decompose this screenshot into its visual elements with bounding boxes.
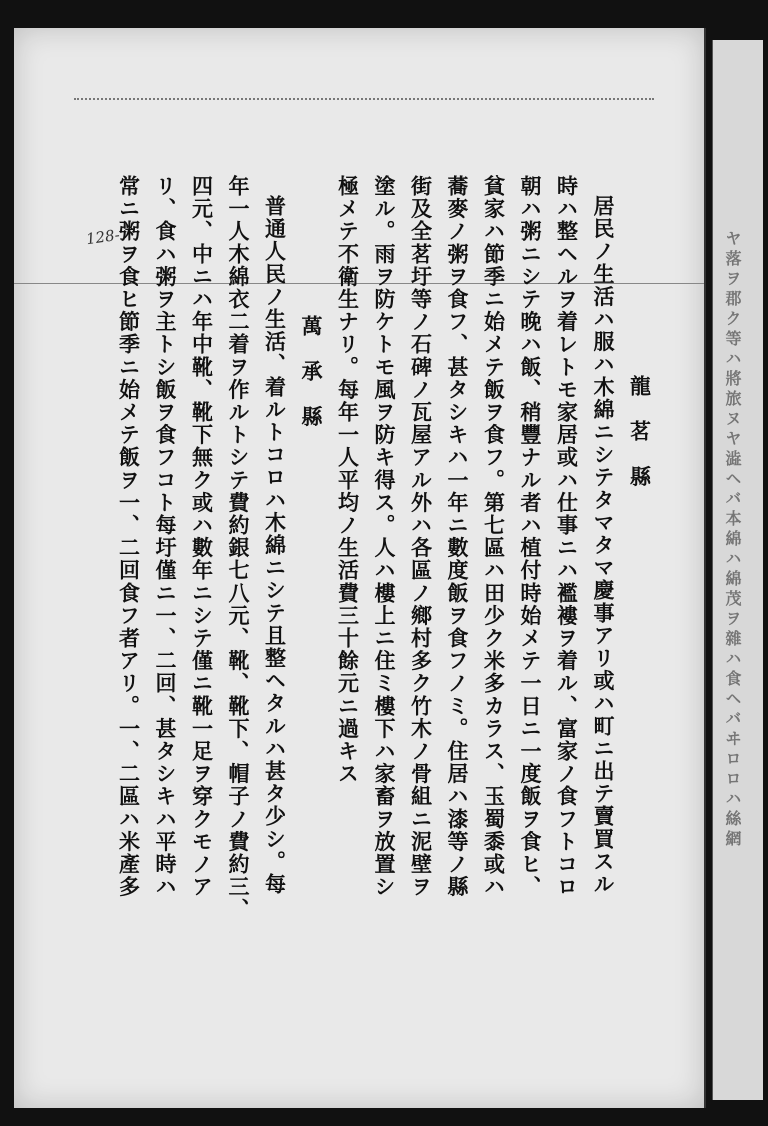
text-column-7: 街及全茗圩等ノ石碑ノ瓦屋アル外ハ各區ノ鄉村多ク竹木ノ骨組ニ泥壁ヲ bbox=[408, 175, 434, 899]
text-column-8: 塗ル。雨ヲ防ケトモ風ヲ防キ得ス。人ハ樓上ニ住ミ樓下ハ家畜ヲ放置シ bbox=[372, 175, 397, 899]
text-column-2: 居民ノ生活ハ服ハ木綿ニシテタマタマ慶事アリ或ハ町ニ出テ賣買スル bbox=[591, 195, 616, 896]
text-column-10: 萬 承 縣 bbox=[299, 315, 324, 428]
text-column-1: 龍 茗 縣 bbox=[627, 375, 653, 488]
adjacent-page-text: ヤ落ヲ郡ク等ハ將旅ヌヤ澁ヘバ本綿ハ綿茂ヲ雜ハ食ヘバヰロロハ絲網 bbox=[723, 230, 742, 850]
vertical-text-block bbox=[110, 175, 658, 1055]
text-column-15: 常ニ粥ヲ食ヒ節季ニ始メテ飯ヲ一、二回食フ者アリ。一、二區ハ米產多 bbox=[116, 175, 142, 899]
text-column-4: 朝ハ粥ニシテ晚ハ飯、稍豐ナル者ハ植付時始メテ一日ニ一度飯ヲ食ヒ、 bbox=[518, 175, 543, 899]
text-column-3: 時ハ整ヘルヲ着レトモ家居或ハ仕事ニハ襤褸ヲ着ル、富家ノ食フトコロ bbox=[554, 175, 580, 899]
text-column-11: 普通人民ノ生活、着ルトコロハ木綿ニシテ且整ヘタルハ甚タ少シ。每 bbox=[262, 195, 288, 896]
text-column-5: 貧家ハ節季ニ始メテ飯ヲ食フ。第七區ハ田少ク米多カラス、玉蜀黍或ハ bbox=[481, 175, 507, 899]
page-top-border bbox=[74, 98, 654, 100]
text-column-9: 極メテ不衛生ナリ。每年一人平均ノ生活費三十餘元ニ過キス bbox=[335, 175, 361, 786]
page-number: 128- bbox=[84, 225, 121, 249]
text-column-12: 年一人木綿衣二着ヲ作ルトシテ費約銀七八元、靴、靴下、帽子ノ費約三、 bbox=[226, 175, 251, 921]
text-column-6: 蕎麥ノ粥ヲ食フ、甚タシキハ一年ニ數度飯ヲ食フノミ。住居ハ漆等ノ縣 bbox=[445, 175, 470, 899]
text-column-13: 四元、中ニハ年中靴、靴下無ク或ハ數年ニシテ僅ニ靴一足ヲ穿クモノア bbox=[189, 175, 215, 899]
adjacent-page-strip bbox=[712, 40, 763, 1100]
text-column-14: リ、食ハ粥ヲ主トシ飯ヲ食フコト每圩僅ニ一、二回、甚タシキハ平時ハ bbox=[153, 175, 178, 899]
